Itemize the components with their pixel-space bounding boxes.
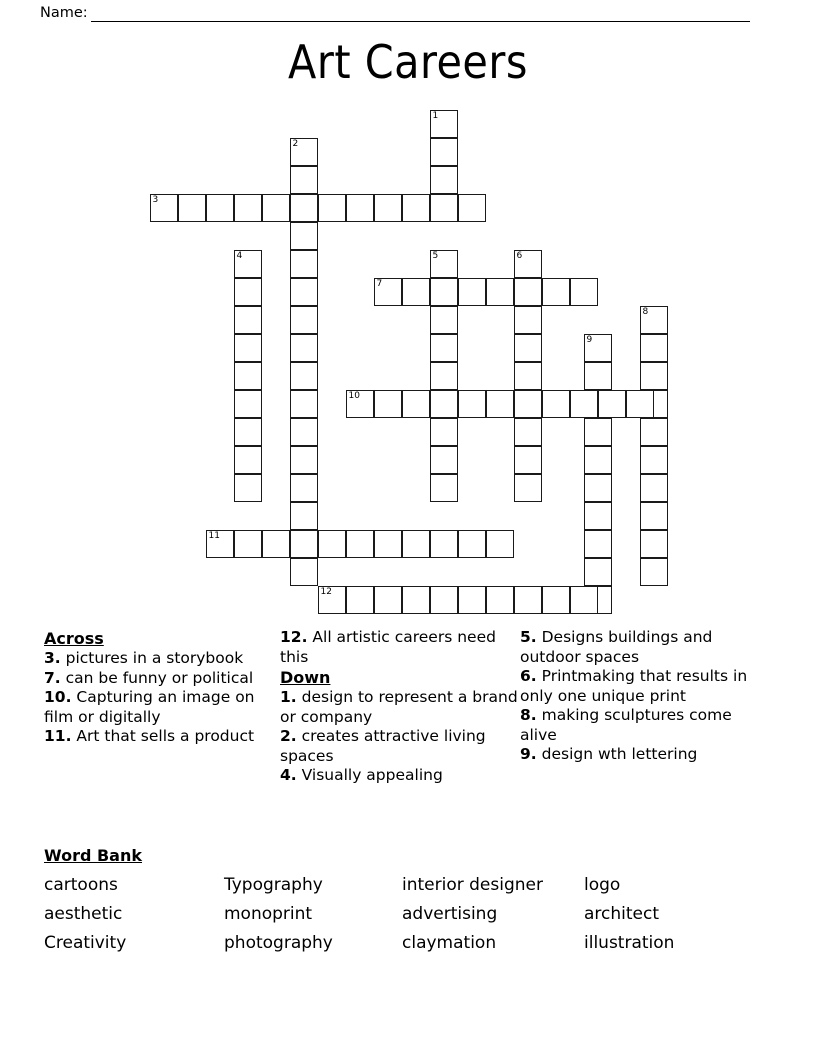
grid-cell[interactable]	[486, 586, 514, 614]
clue-text: Capturing an image on film or digitally	[44, 688, 255, 726]
grid-cell[interactable]	[584, 558, 612, 586]
word-bank-item: photography	[224, 933, 333, 953]
grid-cell[interactable]	[458, 586, 486, 614]
grid-cell[interactable]	[318, 194, 346, 222]
clues-column-1	[44, 628, 280, 747]
grid-cell-number: 12	[320, 587, 332, 597]
grid-cell[interactable]	[234, 362, 262, 390]
grid-cell[interactable]	[374, 390, 402, 418]
clue-number: 2.	[280, 727, 297, 745]
grid-cell[interactable]	[514, 278, 542, 306]
grid-cell[interactable]	[402, 390, 430, 418]
grid-cell[interactable]	[542, 390, 570, 418]
grid-cell[interactable]	[458, 530, 486, 558]
grid-cell[interactable]	[514, 586, 542, 614]
grid-cell[interactable]	[402, 194, 430, 222]
word-bank-item: logo	[584, 875, 621, 895]
grid-cell[interactable]	[542, 278, 570, 306]
word-bank-item: Creativity	[44, 933, 127, 953]
grid-cell[interactable]	[584, 446, 612, 474]
grid-cell[interactable]	[234, 194, 262, 222]
grid-cell[interactable]	[570, 390, 598, 418]
grid-cell[interactable]	[584, 334, 612, 362]
clue-number: 12.	[280, 628, 308, 646]
grid-cell[interactable]	[290, 306, 318, 334]
grid-cell-number: 6	[516, 251, 523, 261]
grid-cell[interactable]	[430, 474, 458, 502]
clue-across-3	[44, 649, 280, 669]
grid-cell[interactable]	[402, 586, 430, 614]
grid-cell[interactable]	[640, 558, 668, 586]
grid-cell[interactable]	[430, 446, 458, 474]
grid-cell[interactable]	[290, 502, 318, 530]
word-bank-item: illustration	[584, 933, 675, 953]
clue-text: design to represent a brand or company	[280, 688, 518, 726]
clue-down-2	[280, 727, 520, 766]
grid-cell[interactable]	[318, 530, 346, 558]
clue-down-1	[280, 688, 520, 727]
grid-cell[interactable]	[626, 390, 654, 418]
grid-cell[interactable]	[290, 558, 318, 586]
grid-cell[interactable]	[640, 306, 668, 334]
grid-cell[interactable]	[430, 362, 458, 390]
grid-cell[interactable]	[234, 278, 262, 306]
clue-down-9	[520, 745, 770, 765]
grid-cell[interactable]	[584, 530, 612, 558]
page-title: Art Careers	[288, 35, 528, 89]
grid-cell[interactable]	[430, 278, 458, 306]
grid-cell[interactable]	[206, 530, 234, 558]
grid-cell[interactable]	[346, 194, 374, 222]
grid-cell[interactable]	[584, 418, 612, 446]
word-bank-item: aesthetic	[44, 904, 123, 924]
clue-number: 4.	[280, 766, 297, 784]
grid-cell[interactable]	[374, 586, 402, 614]
grid-cell[interactable]	[598, 390, 626, 418]
clue-down-4	[280, 766, 520, 786]
name-field-row	[40, 4, 750, 22]
grid-cell[interactable]	[430, 334, 458, 362]
grid-cell[interactable]	[318, 586, 346, 614]
clue-text: creates attractive living spaces	[280, 727, 486, 765]
grid-cell[interactable]	[458, 390, 486, 418]
grid-cell[interactable]	[430, 586, 458, 614]
clue-number: 1.	[280, 688, 297, 706]
grid-cell[interactable]	[570, 278, 598, 306]
grid-cell[interactable]	[234, 530, 262, 558]
grid-cell[interactable]	[584, 362, 612, 390]
grid-cell[interactable]	[206, 194, 234, 222]
grid-cell[interactable]	[514, 306, 542, 334]
grid-cell[interactable]	[430, 530, 458, 558]
grid-cell[interactable]	[290, 166, 318, 194]
grid-cell[interactable]	[430, 110, 458, 138]
grid-cell[interactable]	[640, 362, 668, 390]
grid-cell-number: 8	[642, 307, 649, 317]
word-bank-item: interior designer	[402, 875, 543, 895]
clues-column-3	[520, 628, 770, 765]
word-bank-heading: Word Bank	[44, 846, 143, 865]
across-heading: Across	[44, 629, 104, 648]
down-heading: Down	[280, 668, 331, 687]
grid-cell[interactable]	[430, 418, 458, 446]
word-bank-item: monoprint	[224, 904, 313, 924]
grid-cell[interactable]	[486, 278, 514, 306]
clue-number: 3.	[44, 649, 61, 667]
grid-cell[interactable]	[640, 530, 668, 558]
grid-cell[interactable]	[290, 194, 318, 222]
grid-cell[interactable]	[514, 362, 542, 390]
grid-cell[interactable]	[430, 390, 458, 418]
clue-text: All artistic careers need this	[280, 628, 496, 666]
grid-cell[interactable]	[234, 250, 262, 278]
clue-number: 8.	[520, 706, 537, 724]
grid-cell[interactable]	[234, 390, 262, 418]
grid-cell[interactable]	[402, 530, 430, 558]
grid-cell[interactable]	[402, 278, 430, 306]
clue-text: making sculptures come alive	[520, 706, 732, 744]
word-bank-item: cartoons	[44, 875, 118, 895]
grid-cell[interactable]	[290, 334, 318, 362]
grid-cell[interactable]	[374, 530, 402, 558]
grid-cell[interactable]	[514, 446, 542, 474]
clue-text: Designs buildings and outdoor spaces	[520, 628, 713, 666]
clue-down-6	[520, 667, 770, 706]
grid-cell-number: 1	[432, 111, 439, 121]
grid-cell[interactable]	[458, 194, 486, 222]
grid-cell[interactable]	[584, 502, 612, 530]
grid-cell[interactable]	[570, 586, 598, 614]
grid-cell[interactable]	[514, 390, 542, 418]
grid-cell[interactable]	[234, 446, 262, 474]
clue-down-5	[520, 628, 770, 667]
grid-cell-number: 11	[208, 531, 220, 541]
clue-across-12	[280, 628, 520, 667]
clues-column-2	[280, 628, 520, 786]
grid-cell[interactable]	[514, 474, 542, 502]
clue-text: Printmaking that results in only one unique print	[520, 667, 748, 705]
crossword-grid	[150, 110, 690, 630]
grid-cell[interactable]	[584, 474, 612, 502]
clue-down-8	[520, 706, 770, 745]
clue-number: 5.	[520, 628, 537, 646]
grid-cell[interactable]	[150, 194, 178, 222]
grid-cell[interactable]	[290, 222, 318, 250]
clue-number: 11.	[44, 727, 72, 745]
word-bank-item: architect	[584, 904, 660, 924]
grid-cell[interactable]	[178, 194, 206, 222]
grid-cell[interactable]	[640, 446, 668, 474]
grid-cell[interactable]	[486, 530, 514, 558]
clue-number: 6.	[520, 667, 537, 685]
grid-cell[interactable]	[430, 306, 458, 334]
grid-cell[interactable]	[640, 418, 668, 446]
clue-number: 10.	[44, 688, 72, 706]
clue-across-7	[44, 669, 280, 689]
clue-number: 9.	[520, 745, 537, 763]
clue-text: Art that sells a product	[76, 727, 255, 745]
grid-cell[interactable]	[290, 530, 318, 558]
grid-cell[interactable]	[346, 390, 374, 418]
grid-cell[interactable]	[430, 194, 458, 222]
grid-cell[interactable]	[290, 362, 318, 390]
clue-text: pictures in a storybook	[65, 649, 244, 667]
grid-cell-number: 5	[432, 251, 439, 261]
grid-cell[interactable]	[290, 446, 318, 474]
grid-cell[interactable]	[430, 138, 458, 166]
grid-cell[interactable]	[290, 278, 318, 306]
grid-cell[interactable]	[640, 334, 668, 362]
grid-cell[interactable]	[640, 474, 668, 502]
grid-cell[interactable]	[234, 306, 262, 334]
grid-cell[interactable]	[262, 194, 290, 222]
grid-cell-number: 10	[348, 391, 360, 401]
grid-cell-number: 7	[376, 279, 383, 289]
grid-cell[interactable]	[290, 474, 318, 502]
word-bank-item: advertising	[402, 904, 498, 924]
word-bank-section	[44, 845, 784, 955]
clue-text: can be funny or political	[65, 668, 254, 687]
clue-text: design wth lettering	[541, 745, 698, 763]
clue-across-11	[44, 727, 280, 747]
grid-cell[interactable]	[234, 334, 262, 362]
grid-cell[interactable]	[458, 278, 486, 306]
grid-cell[interactable]	[430, 166, 458, 194]
grid-cell[interactable]	[290, 390, 318, 418]
grid-cell[interactable]	[514, 418, 542, 446]
clues-section	[44, 628, 784, 786]
grid-cell[interactable]	[514, 334, 542, 362]
grid-cell[interactable]	[290, 138, 318, 166]
grid-cell[interactable]	[374, 194, 402, 222]
grid-cell[interactable]	[640, 502, 668, 530]
grid-cell[interactable]	[262, 530, 290, 558]
name-label: Name:	[40, 5, 88, 21]
grid-cell-number: 4	[236, 251, 243, 261]
grid-cell[interactable]	[542, 586, 570, 614]
grid-cell[interactable]	[290, 250, 318, 278]
grid-cell[interactable]	[486, 390, 514, 418]
grid-cell[interactable]	[346, 586, 374, 614]
grid-cell[interactable]	[234, 474, 262, 502]
grid-cell[interactable]	[346, 530, 374, 558]
grid-cell[interactable]	[374, 278, 402, 306]
grid-cell[interactable]	[430, 250, 458, 278]
clue-number: 7.	[44, 668, 61, 687]
name-write-in-line[interactable]	[91, 6, 750, 22]
clue-text: Visually appealing	[301, 766, 443, 784]
clue-across-10	[44, 688, 280, 727]
grid-cell[interactable]	[514, 250, 542, 278]
grid-cell[interactable]	[234, 418, 262, 446]
grid-cell[interactable]	[290, 418, 318, 446]
word-bank-item: claymation	[402, 933, 497, 953]
word-bank-item: Typography	[224, 875, 323, 895]
word-bank-grid	[44, 874, 784, 955]
grid-cell-number: 9	[586, 335, 593, 345]
grid-cell-number: 3	[152, 195, 159, 205]
grid-cell-number: 2	[292, 139, 299, 149]
